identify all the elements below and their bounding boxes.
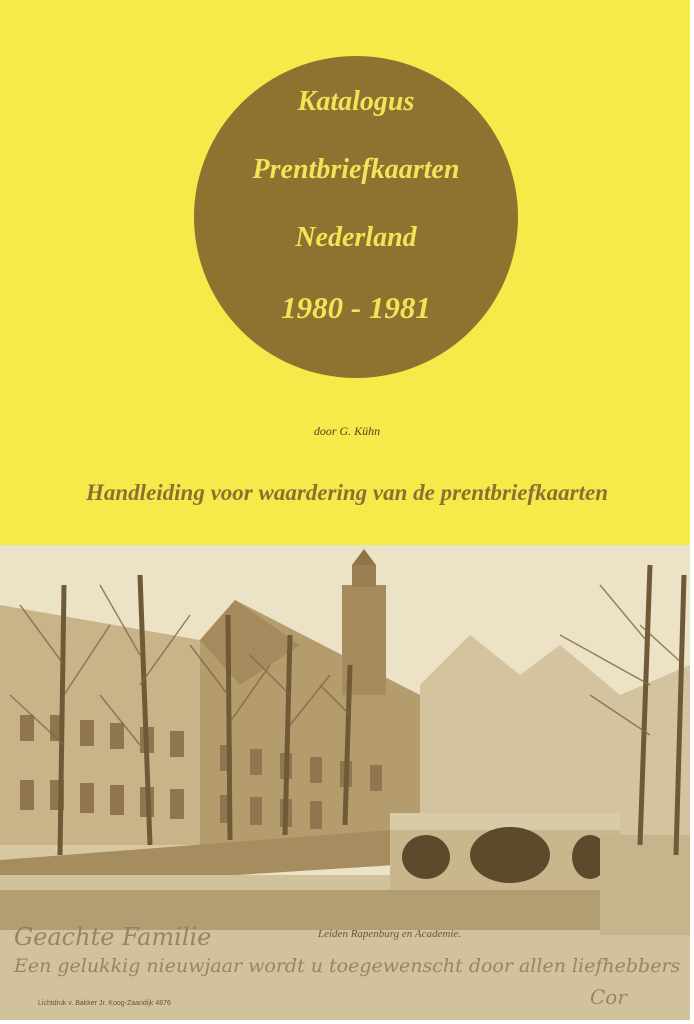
postcard-photo: [0, 545, 690, 1020]
title-line-3: Nederland: [295, 222, 417, 253]
title-line-2: Prentbriefkaarten: [252, 154, 460, 185]
title-years: 1980 - 1981: [281, 290, 431, 325]
title-disc: [194, 56, 518, 378]
handwriting-line-2: Een gelukkig nieuwjaar wordt u toegewenscht door allen liefhebbers: [14, 955, 681, 977]
subtitle: Handleiding voor waardering van de prentbriefkaarten: [86, 480, 608, 505]
handwriting-line-1: Geachte Familie: [14, 923, 212, 951]
title-line-1: Katalogus: [297, 86, 415, 117]
postcard-caption: Leiden Rapenburg en Academie.: [318, 928, 461, 940]
printer-line: Lichtdruk v. Bakker Jr. Koog-Zaandijk 4876: [38, 1000, 171, 1007]
handwriting-signature: Cor: [590, 985, 627, 1009]
author-line: door G. Kühn: [313, 424, 381, 438]
